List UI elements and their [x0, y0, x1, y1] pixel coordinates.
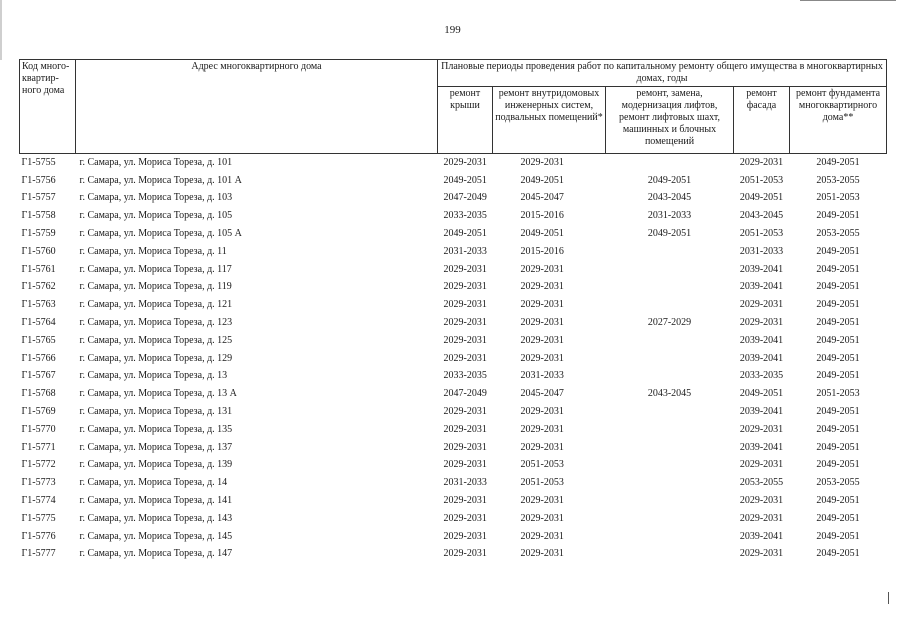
address-cell: г. Самара, ул. Мориса Тореза, д. 131 — [79, 406, 233, 418]
house-code-cell: Г1-5761 — [21, 263, 56, 275]
house-code-cell: Г1-5756 — [21, 174, 56, 186]
house-code-cell: Г1-5770 — [21, 423, 56, 435]
facade-period-cell: 2039-2041 — [739, 530, 784, 542]
header-address: Адрес многоквартирного дома — [76, 60, 438, 154]
address-cell: г. Самара, ул. Мориса Тореза, д. 147 — [79, 548, 233, 560]
facade-period-cell: 2043-2045 — [739, 210, 784, 222]
foundation-period-cell: 2049-2051 — [816, 281, 860, 293]
foundation-period-cell: 2049-2051 — [816, 530, 860, 542]
foundation-period-cell: 2051-2053 — [816, 192, 860, 204]
house-code-cell: Г1-5766 — [21, 352, 56, 364]
address-cell: г. Самара, ул. Мориса Тореза, д. 141 — [79, 495, 233, 507]
lift-period-cell — [606, 546, 734, 564]
house-code-cell: Г1-5774 — [21, 495, 56, 507]
roof-period-cell: 2047-2049 — [443, 388, 487, 400]
foundation-period-cell: 2049-2051 — [816, 512, 860, 524]
table-row — [20, 243, 887, 261]
address-cell: г. Самара, ул. Мориса Тореза, д. 139 — [79, 459, 233, 471]
facade-period-cell: 2051-2053 — [739, 174, 784, 186]
facade-period-cell: 2049-2051 — [739, 388, 784, 400]
engineering-period-cell: 2045-2047 — [520, 192, 564, 204]
foundation-period-cell: 2049-2051 — [816, 406, 860, 418]
lift-period-cell: 2043-2045 — [647, 192, 692, 204]
lift-period-cell — [606, 492, 734, 510]
house-code-cell: Г1-5757 — [21, 192, 56, 204]
table-row — [20, 207, 887, 225]
address-cell: г. Самара, ул. Мориса Тореза, д. 135 — [79, 423, 233, 435]
table-row — [20, 296, 887, 314]
engineering-period-cell: 2029-2031 — [520, 263, 564, 275]
house-code-cell: Г1-5768 — [21, 388, 56, 400]
foundation-period-cell: 2053-2055 — [816, 228, 860, 240]
facade-period-cell: 2039-2041 — [739, 406, 784, 418]
address-cell: г. Самара, ул. Мориса Тореза, д. 11 — [79, 245, 227, 257]
address-cell: г. Самара, ул. Мориса Тореза, д. 137 — [79, 441, 233, 453]
facade-period-cell: 2029-2031 — [739, 495, 784, 507]
engineering-period-cell: 2029-2031 — [520, 548, 564, 560]
facade-period-cell: 2029-2031 — [739, 548, 784, 560]
roof-period-cell: 2029-2031 — [443, 334, 487, 346]
roof-period-cell: 2029-2031 — [443, 441, 487, 453]
lift-period-cell: 2043-2045 — [647, 388, 692, 400]
house-code-cell: Г1-5771 — [21, 441, 56, 453]
address-cell: г. Самара, ул. Мориса Тореза, д. 129 — [79, 352, 233, 364]
house-code-cell: Г1-5764 — [21, 317, 56, 329]
address-cell: г. Самара, ул. Мориса Тореза, д. 143 — [79, 512, 233, 524]
house-code-cell: Г1-5773 — [21, 477, 56, 489]
table-row — [20, 279, 887, 297]
facade-period-cell: 2029-2031 — [739, 156, 784, 168]
lift-period-cell — [606, 403, 734, 421]
engineering-period-cell: 2029-2031 — [520, 156, 564, 168]
roof-period-cell: 2029-2031 — [443, 281, 487, 293]
address-cell: г. Самара, ул. Мориса Тореза, д. 105 — [79, 210, 233, 222]
facade-period-cell: 2039-2041 — [739, 334, 784, 346]
header-house-code: Код много-квартир-ного дома — [20, 60, 76, 154]
facade-period-cell: 2029-2031 — [739, 317, 784, 329]
facade-period-cell: 2029-2031 — [739, 299, 784, 311]
lift-period-cell — [606, 421, 734, 439]
engineering-period-cell: 2031-2033 — [520, 370, 564, 382]
house-code-cell: Г1-5755 — [21, 156, 56, 168]
facade-period-cell: 2053-2055 — [739, 477, 784, 489]
foundation-period-cell: 2049-2051 — [816, 156, 860, 168]
roof-period-cell: 2029-2031 — [443, 512, 487, 524]
roof-period-cell: 2029-2031 — [443, 530, 487, 542]
foundation-period-cell: 2049-2051 — [816, 263, 860, 275]
lift-period-cell: 2031-2033 — [647, 210, 692, 222]
lift-period-cell — [606, 296, 734, 314]
table-row — [20, 172, 887, 190]
address-cell: г. Самара, ул. Мориса Тореза, д. 125 — [79, 334, 233, 346]
address-cell: г. Самара, ул. Мориса Тореза, д. 13 — [79, 370, 228, 382]
house-code-cell: Г1-5760 — [21, 245, 56, 257]
lift-period-cell — [606, 474, 734, 492]
roof-period-cell: 2029-2031 — [443, 156, 487, 168]
house-code-cell: Г1-5762 — [21, 281, 56, 293]
roof-period-cell: 2033-2035 — [443, 210, 487, 222]
address-cell: г. Самара, ул. Мориса Тореза, д. 101 — [79, 156, 233, 168]
lift-period-cell — [606, 368, 734, 386]
foundation-period-cell: 2049-2051 — [816, 441, 860, 453]
table-row — [20, 510, 887, 528]
engineering-period-cell: 2015-2016 — [520, 245, 564, 257]
foundation-period-cell: 2049-2051 — [816, 423, 860, 435]
table-row — [20, 528, 887, 546]
table-row — [20, 261, 887, 279]
table-row — [20, 350, 887, 368]
table-row — [20, 225, 887, 243]
roof-period-cell: 2029-2031 — [443, 495, 487, 507]
foundation-period-cell: 2051-2053 — [816, 388, 860, 400]
facade-period-cell: 2039-2041 — [739, 281, 784, 293]
table-row — [20, 421, 887, 439]
facade-period-cell: 2033-2035 — [739, 370, 784, 382]
roof-period-cell: 2029-2031 — [443, 459, 487, 471]
house-code-cell: Г1-5765 — [21, 334, 56, 346]
table-row — [20, 154, 887, 172]
foundation-period-cell: 2053-2055 — [816, 477, 860, 489]
lift-period-cell — [606, 510, 734, 528]
foundation-period-cell: 2049-2051 — [816, 245, 860, 257]
roof-period-cell: 2029-2031 — [443, 423, 487, 435]
address-cell: г. Самара, ул. Мориса Тореза, д. 119 — [79, 281, 232, 293]
house-code-cell: Г1-5758 — [21, 210, 56, 222]
table-row — [20, 332, 887, 350]
table-row — [20, 385, 887, 403]
header-planned-periods: Плановые периоды проведения работ по капитальному ремонту общего имущества в многоквартирных домах, годы — [438, 60, 887, 87]
lift-period-cell — [606, 279, 734, 297]
roof-period-cell: 2049-2051 — [443, 174, 487, 186]
house-code-cell: Г1-5775 — [21, 512, 56, 524]
facade-period-cell: 2039-2041 — [739, 263, 784, 275]
table-row — [20, 190, 887, 208]
header-engineering-systems-repair: ремонт внутридомовых инженерных систем, подвальных помещений* — [493, 87, 606, 154]
roof-period-cell: 2031-2033 — [443, 245, 487, 257]
scan-edge-tick — [888, 592, 889, 604]
facade-period-cell: 2051-2053 — [739, 228, 784, 240]
engineering-period-cell: 2029-2031 — [520, 512, 564, 524]
engineering-period-cell: 2029-2031 — [520, 441, 564, 453]
header-lift-repair: ремонт, замена, модернизация лифтов, ремонт лифтовых шахт, машинных и блочных помещений — [606, 87, 734, 154]
table-row — [20, 314, 887, 332]
scan-edge-mark — [800, 0, 896, 1]
engineering-period-cell: 2029-2031 — [520, 495, 564, 507]
page-number: 199 — [444, 24, 461, 36]
foundation-period-cell: 2049-2051 — [816, 370, 860, 382]
foundation-period-cell: 2053-2055 — [816, 174, 860, 186]
address-cell: г. Самара, ул. Мориса Тореза, д. 14 — [79, 477, 228, 489]
table-row — [20, 492, 887, 510]
facade-period-cell: 2029-2031 — [739, 512, 784, 524]
engineering-period-cell: 2045-2047 — [520, 388, 564, 400]
roof-period-cell: 2029-2031 — [443, 317, 487, 329]
engineering-period-cell: 2029-2031 — [520, 317, 564, 329]
house-code-cell: Г1-5777 — [21, 548, 56, 560]
facade-period-cell: 2029-2031 — [739, 423, 784, 435]
lift-period-cell: 2049-2051 — [647, 174, 692, 186]
address-cell: г. Самара, ул. Мориса Тореза, д. 103 — [79, 192, 233, 204]
lift-period-cell — [606, 439, 734, 457]
address-cell: г. Самара, ул. Мориса Тореза, д. 121 — [79, 299, 233, 311]
engineering-period-cell: 2051-2053 — [520, 477, 564, 489]
table-row — [20, 368, 887, 386]
facade-period-cell: 2039-2041 — [739, 441, 784, 453]
table-row — [20, 403, 887, 421]
roof-period-cell: 2031-2033 — [443, 477, 487, 489]
address-cell: г. Самара, ул. Мориса Тореза, д. 13 А — [79, 388, 237, 400]
roof-period-cell: 2029-2031 — [443, 299, 487, 311]
header-foundation-repair: ремонт фундамента многоквартирного дома** — [790, 87, 887, 154]
roof-period-cell: 2029-2031 — [443, 263, 487, 275]
facade-period-cell: 2031-2033 — [739, 245, 784, 257]
engineering-period-cell: 2049-2051 — [520, 228, 564, 240]
engineering-period-cell: 2029-2031 — [520, 406, 564, 418]
table-row — [20, 546, 887, 564]
roof-period-cell: 2029-2031 — [443, 352, 487, 364]
roof-period-cell: 2047-2049 — [443, 192, 487, 204]
engineering-period-cell: 2029-2031 — [520, 352, 564, 364]
lift-period-cell: 2027-2029 — [647, 317, 692, 329]
house-code-cell: Г1-5759 — [21, 228, 56, 240]
address-cell: г. Самара, ул. Мориса Тореза, д. 123 — [79, 317, 233, 329]
house-code-cell: Г1-5769 — [21, 406, 56, 418]
engineering-period-cell: 2015-2016 — [520, 210, 564, 222]
roof-period-cell: 2029-2031 — [443, 406, 487, 418]
lift-period-cell — [606, 350, 734, 368]
foundation-period-cell: 2049-2051 — [816, 317, 860, 329]
engineering-period-cell: 2029-2031 — [520, 423, 564, 435]
engineering-period-cell: 2029-2031 — [520, 334, 564, 346]
roof-period-cell: 2033-2035 — [443, 370, 487, 382]
foundation-period-cell: 2049-2051 — [816, 459, 860, 471]
engineering-period-cell: 2049-2051 — [520, 174, 564, 186]
header-facade-repair: ремонт фасада — [734, 87, 790, 154]
foundation-period-cell: 2049-2051 — [816, 210, 860, 222]
house-code-cell: Г1-5776 — [21, 530, 56, 542]
lift-period-cell: 2049-2051 — [647, 228, 692, 240]
roof-period-cell: 2049-2051 — [443, 228, 487, 240]
address-cell: г. Самара, ул. Мориса Тореза, д. 145 — [79, 530, 233, 542]
foundation-period-cell: 2049-2051 — [816, 548, 860, 560]
engineering-period-cell: 2029-2031 — [520, 530, 564, 542]
facade-period-cell: 2039-2041 — [739, 352, 784, 364]
house-code-cell: Г1-5767 — [21, 370, 56, 382]
address-cell: г. Самара, ул. Мориса Тореза, д. 117 — [79, 263, 232, 275]
foundation-period-cell: 2049-2051 — [816, 334, 860, 346]
lift-period-cell — [606, 457, 734, 475]
engineering-period-cell: 2029-2031 — [520, 281, 564, 293]
address-cell: г. Самара, ул. Мориса Тореза, д. 105 А — [79, 228, 242, 240]
house-code-cell: Г1-5772 — [21, 459, 56, 471]
engineering-period-cell: 2029-2031 — [520, 299, 564, 311]
foundation-period-cell: 2049-2051 — [816, 495, 860, 507]
table-row — [20, 439, 887, 457]
address-cell: г. Самара, ул. Мориса Тореза, д. 101 А — [79, 174, 242, 186]
roof-period-cell: 2029-2031 — [443, 548, 487, 560]
capital-repair-schedule-table — [19, 59, 887, 563]
lift-period-cell — [606, 261, 734, 279]
table-body — [20, 154, 887, 564]
foundation-period-cell: 2049-2051 — [816, 352, 860, 364]
engineering-period-cell: 2051-2053 — [520, 459, 564, 471]
facade-period-cell: 2029-2031 — [739, 459, 784, 471]
house-code-cell: Г1-5763 — [21, 299, 56, 311]
foundation-period-cell: 2049-2051 — [816, 299, 860, 311]
table-row — [20, 474, 887, 492]
lift-period-cell — [606, 243, 734, 261]
lift-period-cell — [606, 154, 734, 172]
table-row — [20, 457, 887, 475]
header-roof-repair: ремонт крыши — [438, 87, 493, 154]
lift-period-cell — [606, 332, 734, 350]
lift-period-cell — [606, 528, 734, 546]
facade-period-cell: 2049-2051 — [739, 192, 784, 204]
